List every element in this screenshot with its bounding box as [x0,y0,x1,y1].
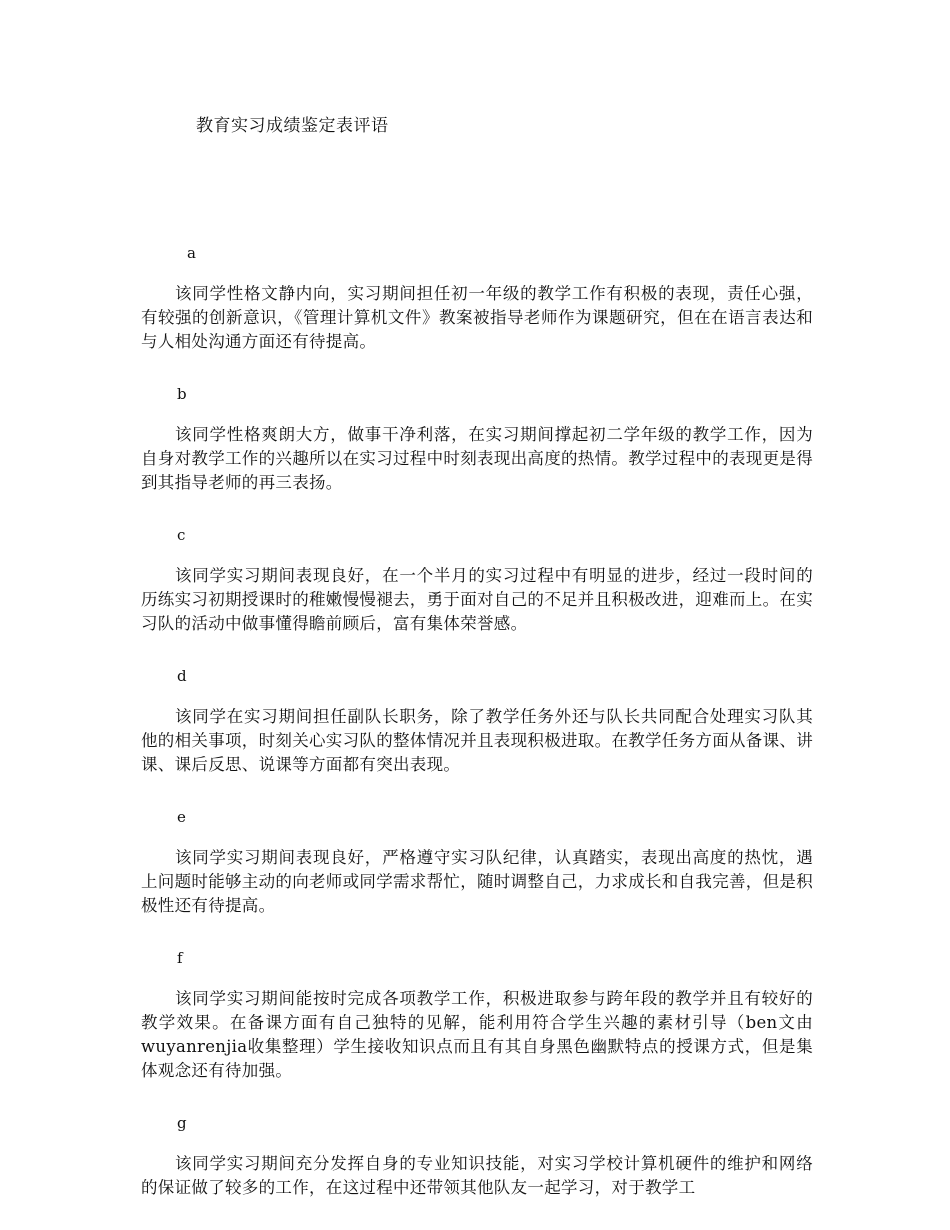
evaluation-entry-e [141,806,813,918]
evaluation-entry-g [141,1112,813,1200]
entry-label: d [177,667,187,685]
evaluation-entry-c [141,524,813,636]
entry-label: e [177,808,186,826]
entry-label: b [177,385,187,403]
evaluation-list [141,242,813,1229]
evaluation-entry-f [141,947,813,1083]
entry-text: 该同学实习期间表现良好，严格遵守实习队纪律，认真踏实，表现出高度的热忱，遇上问题时能够主动的向老师或同学需求帮忙，随时调整自己，力求成长和自我完善，但是积极性还有待提高。 [141,848,813,915]
entry-text: 该同学实习期间能按时完成各项教学工作，积极进取参与跨年段的教学并且有较好的教学效果。在备课方面有自己独特的见解，能利用符合学生兴趣的素材引导（ben文由wuyanrenjia收集整理）学生接收知识点而且有其自身黑色幽默特点的授课方式，但是集体观念还有待加强。 [141,989,813,1080]
entry-label: c [177,526,186,544]
document-title: 教育实习成绩鉴定表评语 [196,116,389,136]
evaluation-entry-b [141,383,813,495]
entry-text: 该同学在实习期间担任副队长职务，除了教学任务外还与队长共同配合处理实习队其他的相关事项，时刻关心实习队的整体情况并且表现积极进取。在教学任务方面从备课、讲课、课后反思、说课等方面都有突出表现。 [141,707,813,774]
entry-label: g [177,1114,187,1132]
entry-text: 该同学性格爽朗大方，做事干净利落，在实习期间撑起初二学年级的教学工作，因为自身对教学工作的兴趣所以在实习过程中时刻表现出高度的热情。教学过程中的表现更是得到其指导老师的再三表扬。 [141,425,813,492]
entry-label: a [187,244,196,262]
entry-text: 该同学实习期间表现良好，在一个半月的实习过程中有明显的进步，经过一段时间的历练实习初期授课时的稚嫩慢慢褪去，勇于面对自己的不足并且积极改进，迎难而上。在实习队的活动中做事懂得瞻前顾后，富有集体荣誉感。 [141,566,813,633]
evaluation-entry-a [141,242,813,354]
entry-text: 该同学实习期间充分发挥自身的专业知识技能，对实习学校计算机硬件的维护和网络的保证做了较多的工作，在这过程中还带领其他队友一起学习，对于教学工 [141,1154,813,1197]
entry-text: 该同学性格文静内向，实习期间担任初一年级的教学工作有积极的表现，责任心强，有较强的创新意识，《管理计算机文件》教案被指导老师作为课题研究，但在在语言表达和与人相处沟通方面还有待提高。 [141,284,813,351]
entry-label: f [177,949,183,967]
evaluation-entry-d [141,665,813,777]
